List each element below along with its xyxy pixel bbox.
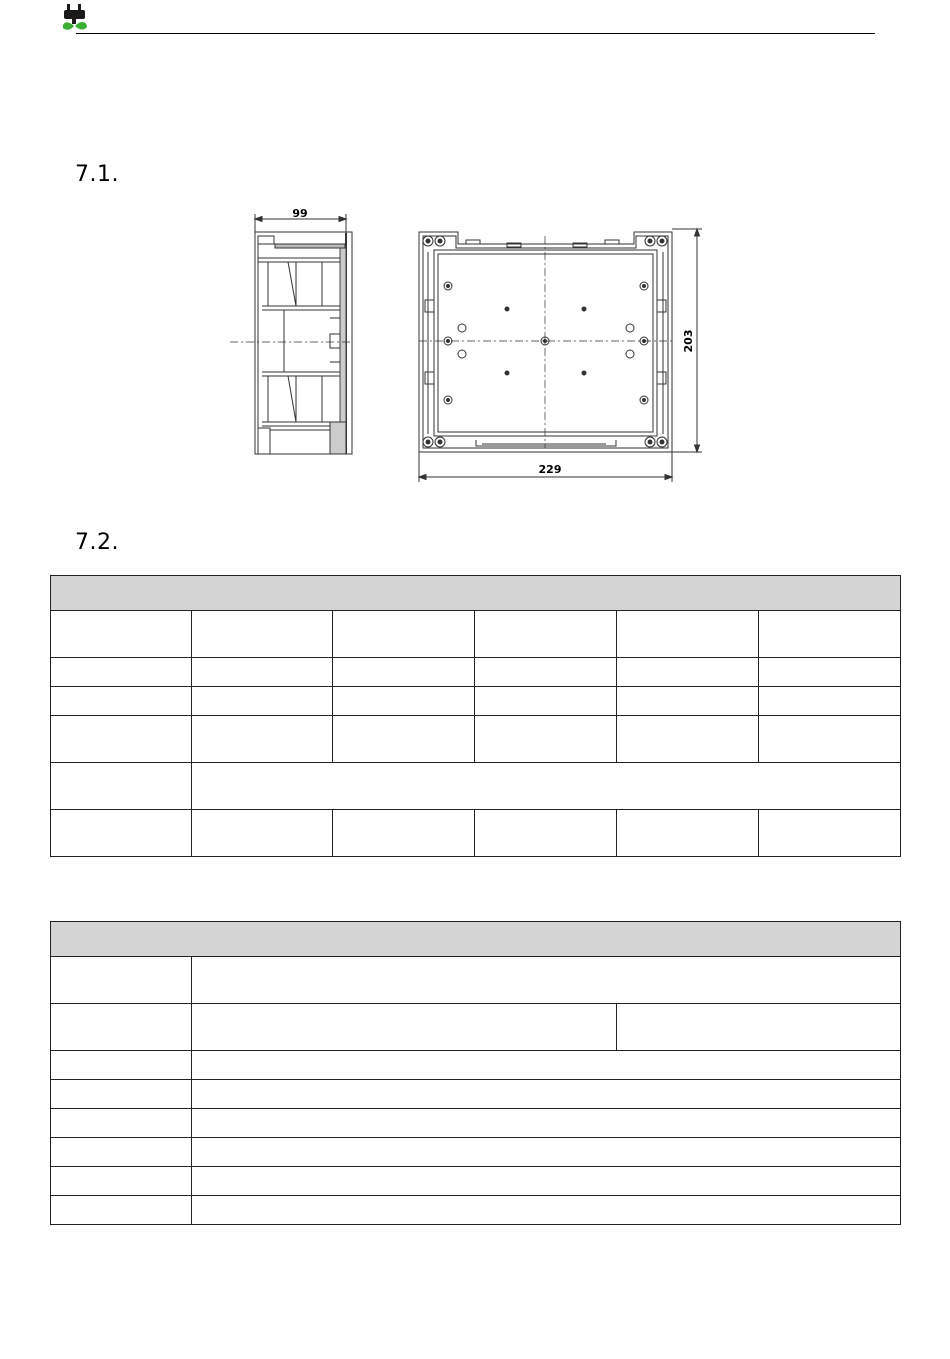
table-row: [51, 658, 901, 687]
table-row: [51, 1138, 901, 1167]
table-row: [51, 687, 901, 716]
table-row: [51, 1109, 901, 1138]
table-row: [51, 716, 901, 763]
spec-table-2: [50, 921, 901, 1225]
side-view: [230, 214, 352, 454]
table-header-cell: [51, 576, 901, 611]
front-height-label: 203: [682, 329, 695, 353]
table-row: [51, 1080, 901, 1109]
enclosure-dimension-drawing: [0, 0, 950, 500]
table-row: [51, 611, 901, 658]
table-header-row: [51, 576, 901, 611]
table-row: [51, 763, 901, 810]
table-header-cell: [51, 922, 901, 957]
section-heading-7-2: 7.2.: [75, 530, 119, 555]
table-row: [51, 810, 901, 857]
table-header-row: [51, 922, 901, 957]
table-row: [51, 1167, 901, 1196]
front-width-label: 229: [538, 463, 562, 476]
front-view: [419, 229, 702, 482]
table-row: [51, 1051, 901, 1080]
table-row: [51, 1196, 901, 1225]
table-row: [51, 957, 901, 1004]
side-width-label: 99: [292, 207, 308, 220]
table-row: [51, 1004, 901, 1051]
spec-table-1: [50, 575, 901, 857]
section-heading-7-1: 7.1.: [75, 162, 119, 187]
